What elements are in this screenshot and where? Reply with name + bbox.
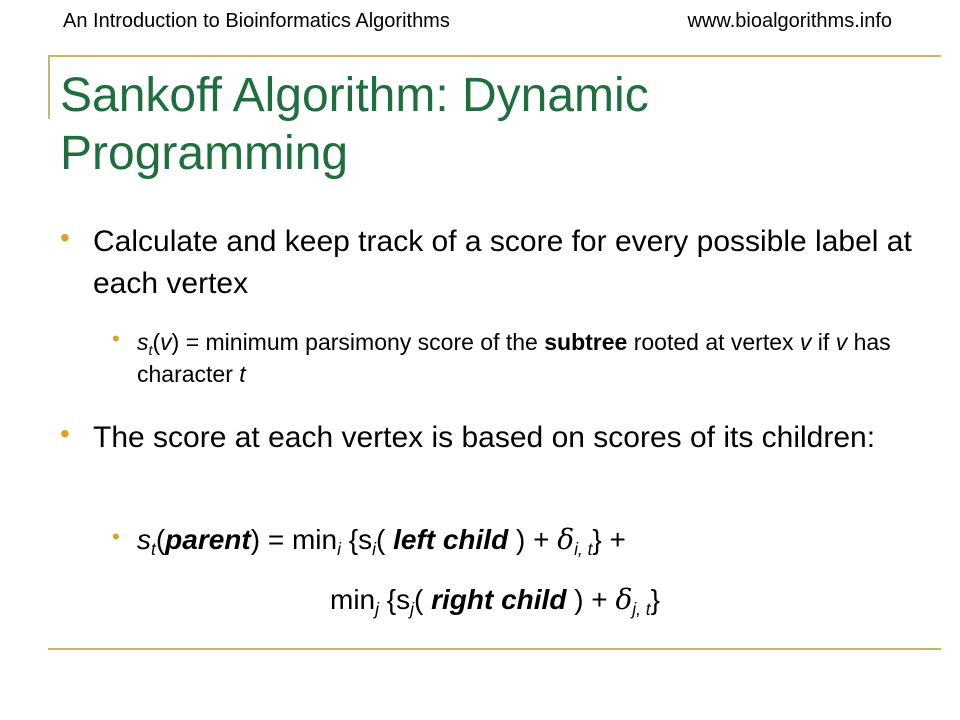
bullet-marker: • — [60, 222, 70, 253]
slide-title: Sankoff Algorithm: Dynamic Programming — [60, 69, 649, 180]
top-divider — [48, 55, 941, 57]
bottom-divider — [48, 648, 941, 650]
bullet-marker: • — [60, 418, 70, 449]
website-url: www.bioalgorithms.info — [687, 10, 892, 32]
sub-bullet-text: $s_t(v)$ = minimum parsimony score of the subtree rooted at vertex v if v has character t — [137, 329, 891, 387]
course-title: An Introduction to Bioinformatics Algorithms — [63, 10, 450, 32]
sub-bullet-marker: • — [112, 524, 120, 549]
title-accent-bar — [48, 55, 50, 119]
recurrence-formula-line-1: $s_t(parent) = \min_i \{s_i$( left child ) + $\delta_{i, t}$} + — [137, 523, 626, 560]
bullet-text: The score at each vertex is based on scores of its children: — [93, 421, 876, 454]
sub-bullet-marker: • — [112, 326, 120, 351]
bullet-text: Calculate and keep track of a score for every possible label at each vertex — [93, 225, 912, 300]
recurrence-formula-line-2: $\min_j \{s_j$( right child ) + $\delta_{j, t}$} — [330, 583, 660, 620]
